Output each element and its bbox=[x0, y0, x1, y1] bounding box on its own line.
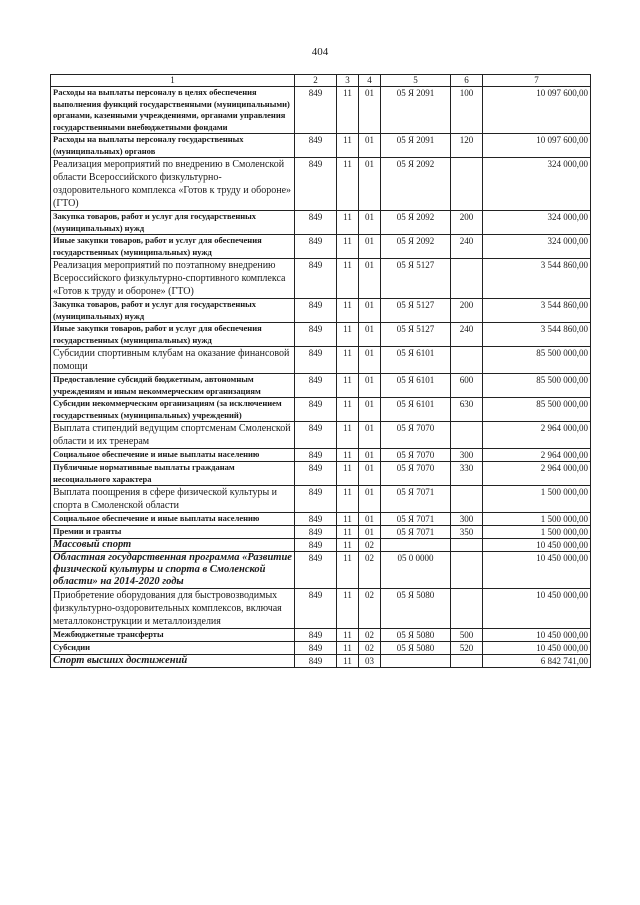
row-name: Субсидии спортивным клубам на оказание финансовой помощи bbox=[51, 347, 295, 374]
row-name: Публичные нормативные выплаты гражданам несоциального характера bbox=[51, 462, 295, 486]
row-code-target: 05 Я 6101 bbox=[381, 347, 451, 374]
row-code-target: 05 Я 7071 bbox=[381, 513, 451, 526]
row-code-target bbox=[381, 539, 451, 552]
row-code-target bbox=[381, 655, 451, 668]
row-code-expense-type: 100 bbox=[451, 87, 483, 134]
row-amount: 3 544 860,00 bbox=[483, 299, 591, 323]
row-code-section: 11 bbox=[337, 323, 359, 347]
row-code-expense-type: 520 bbox=[451, 642, 483, 655]
row-name: Предоставление субсидий бюджетным, автономным учреждениям и иным некоммерческим организациям bbox=[51, 374, 295, 398]
table-row bbox=[51, 323, 591, 347]
row-name: Иные закупки товаров, работ и услуг для обеспечения государственных (муниципальных) нужд bbox=[51, 323, 295, 347]
row-code-expense-type: 350 bbox=[451, 526, 483, 539]
col-header: 7 bbox=[483, 75, 591, 87]
table-row bbox=[51, 449, 591, 462]
row-name: Областная государственная программа «Развитие физической культуры и спорта в Смоленской области» на 2014-2020 годы bbox=[51, 552, 295, 589]
row-code-expense-type: 500 bbox=[451, 629, 483, 642]
col-header: 2 bbox=[295, 75, 337, 87]
row-code-target: 05 Я 7071 bbox=[381, 486, 451, 513]
row-code-expense-type bbox=[451, 589, 483, 629]
row-amount: 85 500 000,00 bbox=[483, 398, 591, 422]
row-code-target: 05 Я 2091 bbox=[381, 87, 451, 134]
row-code-section: 11 bbox=[337, 655, 359, 668]
row-code-subsection: 01 bbox=[359, 374, 381, 398]
col-header: 5 bbox=[381, 75, 451, 87]
page-number: 404 bbox=[311, 46, 329, 58]
table-row bbox=[51, 655, 591, 668]
row-amount: 10 450 000,00 bbox=[483, 539, 591, 552]
row-code-section: 11 bbox=[337, 134, 359, 158]
row-code-target: 05 Я 5127 bbox=[381, 259, 451, 299]
row-name: Межбюджетные трансферты bbox=[51, 629, 295, 642]
row-code-target: 05 0 0000 bbox=[381, 552, 451, 589]
row-amount: 324 000,00 bbox=[483, 211, 591, 235]
row-code-admin: 849 bbox=[295, 87, 337, 134]
row-code-expense-type bbox=[451, 158, 483, 211]
row-code-subsection: 02 bbox=[359, 642, 381, 655]
row-code-target: 05 Я 6101 bbox=[381, 374, 451, 398]
row-code-subsection: 01 bbox=[359, 526, 381, 539]
row-name: Премии и гранты bbox=[51, 526, 295, 539]
table-row bbox=[51, 552, 591, 589]
row-code-section: 11 bbox=[337, 629, 359, 642]
table-row bbox=[51, 589, 591, 629]
table-row bbox=[51, 211, 591, 235]
row-code-admin: 849 bbox=[295, 462, 337, 486]
row-name: Выплата поощрения в сфере физической культуры и спорта в Смоленской области bbox=[51, 486, 295, 513]
row-code-target: 05 Я 7070 bbox=[381, 422, 451, 449]
row-code-section: 11 bbox=[337, 87, 359, 134]
row-code-admin: 849 bbox=[295, 323, 337, 347]
row-name: Иные закупки товаров, работ и услуг для обеспечения государственных (муниципальных) нужд bbox=[51, 235, 295, 259]
row-code-subsection: 02 bbox=[359, 589, 381, 629]
row-code-section: 11 bbox=[337, 513, 359, 526]
row-code-section: 11 bbox=[337, 539, 359, 552]
row-code-admin: 849 bbox=[295, 235, 337, 259]
row-code-expense-type: 600 bbox=[451, 374, 483, 398]
row-code-section: 11 bbox=[337, 158, 359, 211]
row-code-expense-type: 120 bbox=[451, 134, 483, 158]
row-code-admin: 849 bbox=[295, 398, 337, 422]
row-amount: 10 450 000,00 bbox=[483, 552, 591, 589]
row-code-section: 11 bbox=[337, 552, 359, 589]
row-name: Социальное обеспечение и иные выплаты населению bbox=[51, 449, 295, 462]
row-code-subsection: 01 bbox=[359, 134, 381, 158]
row-code-target: 05 Я 2092 bbox=[381, 158, 451, 211]
row-amount: 10 450 000,00 bbox=[483, 642, 591, 655]
row-code-subsection: 01 bbox=[359, 422, 381, 449]
row-code-admin: 849 bbox=[295, 347, 337, 374]
row-name: Спорт высших достижений bbox=[51, 655, 295, 668]
row-code-expense-type bbox=[451, 347, 483, 374]
row-name: Расходы на выплаты персоналу государственных (муниципальных) органов bbox=[51, 134, 295, 158]
row-code-section: 11 bbox=[337, 235, 359, 259]
row-code-section: 11 bbox=[337, 299, 359, 323]
row-code-admin: 849 bbox=[295, 299, 337, 323]
row-amount: 324 000,00 bbox=[483, 158, 591, 211]
row-amount: 10 097 600,00 bbox=[483, 134, 591, 158]
row-amount: 10 097 600,00 bbox=[483, 87, 591, 134]
row-code-section: 11 bbox=[337, 347, 359, 374]
table-row bbox=[51, 259, 591, 299]
table-row bbox=[51, 642, 591, 655]
row-code-subsection: 01 bbox=[359, 449, 381, 462]
table-header-row bbox=[51, 75, 591, 87]
row-code-section: 11 bbox=[337, 374, 359, 398]
col-header: 3 bbox=[337, 75, 359, 87]
table-row bbox=[51, 134, 591, 158]
table-row bbox=[51, 526, 591, 539]
row-code-subsection: 01 bbox=[359, 323, 381, 347]
row-code-section: 11 bbox=[337, 211, 359, 235]
row-code-admin: 849 bbox=[295, 449, 337, 462]
row-amount: 2 964 000,00 bbox=[483, 462, 591, 486]
row-code-section: 11 bbox=[337, 449, 359, 462]
row-code-expense-type bbox=[451, 655, 483, 668]
row-code-target: 05 Я 6101 bbox=[381, 398, 451, 422]
table-row bbox=[51, 299, 591, 323]
row-amount: 85 500 000,00 bbox=[483, 347, 591, 374]
row-amount: 1 500 000,00 bbox=[483, 526, 591, 539]
col-header: 1 bbox=[51, 75, 295, 87]
col-header: 4 bbox=[359, 75, 381, 87]
table-row bbox=[51, 347, 591, 374]
row-code-admin: 849 bbox=[295, 259, 337, 299]
row-code-subsection: 01 bbox=[359, 462, 381, 486]
table-row bbox=[51, 513, 591, 526]
row-name: Закупка товаров, работ и услуг для государственных (муниципальных) нужд bbox=[51, 299, 295, 323]
row-code-admin: 849 bbox=[295, 134, 337, 158]
row-code-subsection: 01 bbox=[359, 259, 381, 299]
row-amount: 1 500 000,00 bbox=[483, 513, 591, 526]
col-header: 6 bbox=[451, 75, 483, 87]
row-name: Субсидии некоммерческим организациям (за исключением государственных (муниципальных) учреждений) bbox=[51, 398, 295, 422]
row-amount: 2 964 000,00 bbox=[483, 449, 591, 462]
table-row bbox=[51, 422, 591, 449]
row-code-target: 05 Я 5080 bbox=[381, 589, 451, 629]
row-code-section: 11 bbox=[337, 462, 359, 486]
row-code-admin: 849 bbox=[295, 642, 337, 655]
row-code-expense-type: 240 bbox=[451, 235, 483, 259]
row-code-subsection: 01 bbox=[359, 513, 381, 526]
row-name: Субсидии bbox=[51, 642, 295, 655]
row-amount: 6 842 741,00 bbox=[483, 655, 591, 668]
row-name: Расходы на выплаты персоналу в целях обеспечения выполнения функций государственными (муниципальными) органами, казенными учреждениями, органами управления государственными внебюджетными фондами bbox=[51, 87, 295, 134]
row-code-subsection: 01 bbox=[359, 158, 381, 211]
row-code-subsection: 02 bbox=[359, 539, 381, 552]
table-row bbox=[51, 158, 591, 211]
row-code-admin: 849 bbox=[295, 629, 337, 642]
row-code-expense-type: 630 bbox=[451, 398, 483, 422]
row-code-expense-type bbox=[451, 422, 483, 449]
table-row bbox=[51, 374, 591, 398]
row-code-expense-type: 200 bbox=[451, 211, 483, 235]
row-code-admin: 849 bbox=[295, 158, 337, 211]
row-code-admin: 849 bbox=[295, 513, 337, 526]
budget-table bbox=[50, 74, 591, 668]
row-code-subsection: 01 bbox=[359, 299, 381, 323]
row-code-admin: 849 bbox=[295, 374, 337, 398]
row-code-subsection: 01 bbox=[359, 235, 381, 259]
row-code-section: 11 bbox=[337, 589, 359, 629]
row-code-admin: 849 bbox=[295, 486, 337, 513]
row-code-subsection: 01 bbox=[359, 347, 381, 374]
row-amount: 324 000,00 bbox=[483, 235, 591, 259]
row-code-expense-type: 330 bbox=[451, 462, 483, 486]
row-code-admin: 849 bbox=[295, 422, 337, 449]
row-amount: 2 964 000,00 bbox=[483, 422, 591, 449]
row-code-expense-type bbox=[451, 539, 483, 552]
row-code-section: 11 bbox=[337, 526, 359, 539]
row-name: Социальное обеспечение и иные выплаты населению bbox=[51, 513, 295, 526]
row-code-expense-type bbox=[451, 552, 483, 589]
table-row bbox=[51, 235, 591, 259]
row-code-subsection: 01 bbox=[359, 211, 381, 235]
row-amount: 1 500 000,00 bbox=[483, 486, 591, 513]
row-code-target: 05 Я 5080 bbox=[381, 642, 451, 655]
row-code-admin: 849 bbox=[295, 552, 337, 589]
row-code-section: 11 bbox=[337, 398, 359, 422]
row-amount: 85 500 000,00 bbox=[483, 374, 591, 398]
row-code-subsection: 02 bbox=[359, 552, 381, 589]
row-code-admin: 849 bbox=[295, 539, 337, 552]
table-row bbox=[51, 398, 591, 422]
table-row bbox=[51, 539, 591, 552]
row-code-target: 05 Я 7070 bbox=[381, 449, 451, 462]
row-code-subsection: 01 bbox=[359, 87, 381, 134]
row-code-admin: 849 bbox=[295, 526, 337, 539]
row-code-target: 05 Я 7071 bbox=[381, 526, 451, 539]
row-code-expense-type: 200 bbox=[451, 299, 483, 323]
row-code-admin: 849 bbox=[295, 655, 337, 668]
row-code-subsection: 01 bbox=[359, 486, 381, 513]
table-row bbox=[51, 486, 591, 513]
row-code-section: 11 bbox=[337, 486, 359, 513]
row-amount: 3 544 860,00 bbox=[483, 323, 591, 347]
row-code-expense-type: 240 bbox=[451, 323, 483, 347]
row-name: Массовый спорт bbox=[51, 539, 295, 552]
row-code-expense-type bbox=[451, 486, 483, 513]
row-code-admin: 849 bbox=[295, 211, 337, 235]
row-code-subsection: 02 bbox=[359, 629, 381, 642]
row-amount: 3 544 860,00 bbox=[483, 259, 591, 299]
row-name: Приобретение оборудования для быстровозводимых физкультурно-оздоровительных комплексов, включая металлоконструкции и металлоизделия bbox=[51, 589, 295, 629]
row-code-section: 11 bbox=[337, 259, 359, 299]
row-name: Выплата стипендий ведущим спортсменам Смоленской области и их тренерам bbox=[51, 422, 295, 449]
row-code-target: 05 Я 2092 bbox=[381, 211, 451, 235]
row-code-target: 05 Я 2092 bbox=[381, 235, 451, 259]
row-code-subsection: 01 bbox=[359, 398, 381, 422]
row-code-subsection: 03 bbox=[359, 655, 381, 668]
table-row bbox=[51, 87, 591, 134]
row-amount: 10 450 000,00 bbox=[483, 589, 591, 629]
table-row bbox=[51, 629, 591, 642]
row-code-section: 11 bbox=[337, 422, 359, 449]
row-code-section: 11 bbox=[337, 642, 359, 655]
row-name: Реализация мероприятий по поэтапному внедрению Всероссийского физкультурно-спортивного комплекса «Готов к труду и обороне» (ГТО) bbox=[51, 259, 295, 299]
table-row bbox=[51, 462, 591, 486]
row-name: Реализация мероприятий по внедрению в Смоленской области Всероссийского физкультурно-оздоровительного комплекса «Готов к труду и обороне» (ГТО) bbox=[51, 158, 295, 211]
row-code-expense-type: 300 bbox=[451, 513, 483, 526]
row-name: Закупка товаров, работ и услуг для государственных (муниципальных) нужд bbox=[51, 211, 295, 235]
row-code-expense-type: 300 bbox=[451, 449, 483, 462]
row-code-target: 05 Я 2091 bbox=[381, 134, 451, 158]
row-code-expense-type bbox=[451, 259, 483, 299]
row-code-target: 05 Я 5127 bbox=[381, 323, 451, 347]
row-code-target: 05 Я 5127 bbox=[381, 299, 451, 323]
row-amount: 10 450 000,00 bbox=[483, 629, 591, 642]
row-code-target: 05 Я 5080 bbox=[381, 629, 451, 642]
row-code-admin: 849 bbox=[295, 589, 337, 629]
row-code-target: 05 Я 7070 bbox=[381, 462, 451, 486]
